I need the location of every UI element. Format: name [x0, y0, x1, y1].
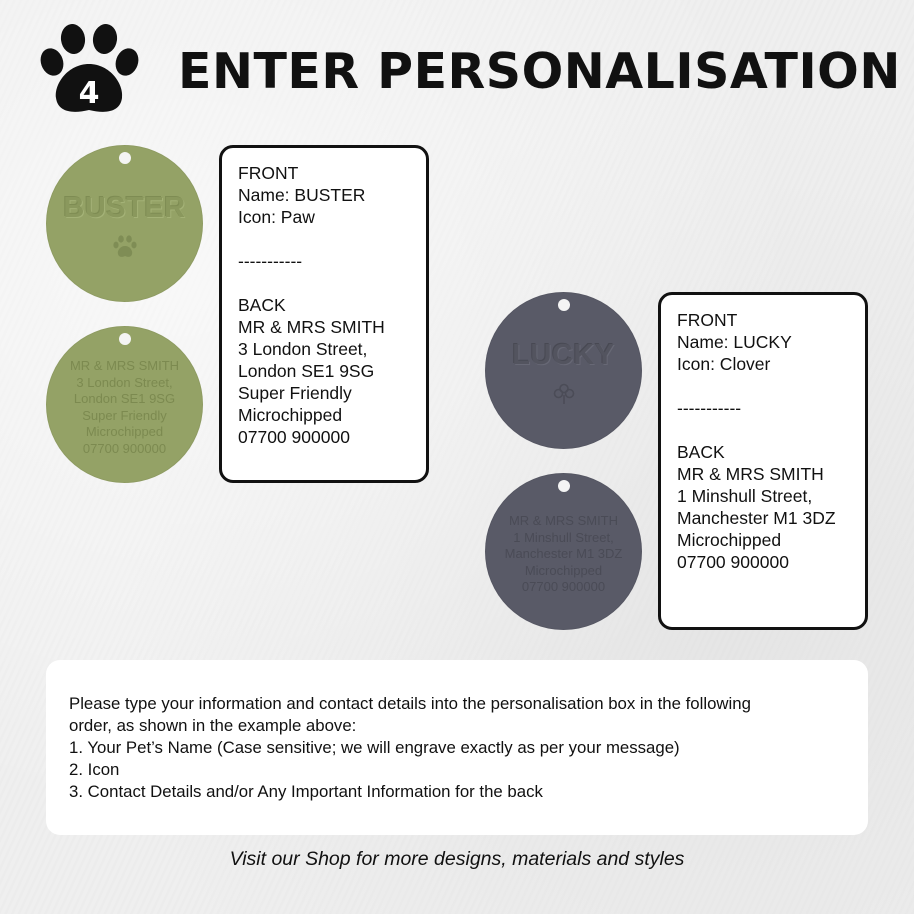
- back-line: 07700 900000: [677, 552, 789, 572]
- tag-engraved-name: BUSTER: [63, 192, 186, 224]
- back-tag-buster: [46, 326, 203, 483]
- instruction-line: 2. Icon: [69, 760, 120, 779]
- back-line: Manchester M1 3DZ: [677, 508, 836, 528]
- tag-hole: [558, 299, 570, 311]
- icon-line: Icon: Paw: [238, 207, 315, 227]
- tag-back-line: Microchipped: [85, 424, 164, 439]
- front-heading: FRONT: [238, 163, 299, 183]
- tag-back-line: London SE1 9SG: [73, 391, 176, 406]
- tag-back-line: Microchipped: [524, 562, 603, 578]
- back-line: London SE1 9SG: [238, 361, 375, 381]
- tag-back-line: 07700 900000: [521, 579, 606, 595]
- tag-engraved-name: LUCKY: [512, 339, 615, 371]
- back-line: 07700 900000: [238, 427, 350, 447]
- front-tag-lucky: [485, 292, 642, 449]
- back-line: Microchipped: [677, 530, 782, 550]
- tag-hole: [119, 333, 131, 345]
- separator: -----------: [677, 398, 742, 418]
- back-heading: BACK: [238, 295, 286, 315]
- example-message-buster: [219, 145, 429, 483]
- back-tag-lucky: [485, 473, 642, 630]
- name-line: Name: LUCKY: [677, 332, 792, 352]
- footer-tagline: Visit our Shop for more designs, materials and styles: [229, 848, 685, 870]
- tag-back-line: 07700 900000: [82, 440, 167, 456]
- instruction-line: 3. Contact Details and/or Any Important Information for the back: [69, 782, 543, 801]
- tag-back-line: 3 London Street,: [76, 374, 173, 390]
- back-line: MR & MRS SMITH: [238, 317, 385, 337]
- back-line: 3 London Street,: [238, 339, 368, 359]
- back-line: MR & MRS SMITH: [677, 464, 824, 484]
- tag-back-line: MR & MRS SMITH: [69, 358, 180, 373]
- front-heading: FRONT: [677, 310, 738, 330]
- front-tag-buster: [46, 145, 203, 302]
- tag-back-line: Super Friendly: [82, 407, 167, 423]
- step-number: 4: [78, 76, 100, 111]
- separator: -----------: [238, 251, 303, 271]
- instructions-panel: [46, 660, 868, 835]
- instruction-line: Please type your information and contact details into the personalisation box in the following: [69, 694, 751, 713]
- back-line: Super Friendly: [238, 383, 352, 403]
- instruction-line: 1. Your Pet’s Name (Case sensitive; we will engrave exactly as per your message): [69, 738, 680, 757]
- name-line: Name: BUSTER: [238, 185, 366, 205]
- back-line: 1 Minshull Street,: [677, 486, 813, 506]
- clover-icon: [552, 382, 576, 410]
- example-message-lucky: [658, 292, 868, 630]
- tag-back-line: 1 Minshull Street,: [513, 529, 614, 545]
- paw-step-icon: [38, 24, 142, 116]
- page-title: ENTER PERSONALISATION: [178, 43, 901, 100]
- paw-icon: [112, 235, 138, 263]
- tag-hole: [119, 152, 131, 164]
- icon-line: Icon: Clover: [677, 354, 771, 374]
- instruction-line: order, as shown in the example above:: [69, 716, 357, 735]
- tag-back-line: Manchester M1 3DZ: [504, 546, 623, 562]
- tag-hole: [558, 480, 570, 492]
- tag-back-line: MR & MRS SMITH: [508, 513, 619, 529]
- back-line: Microchipped: [238, 405, 343, 425]
- back-heading: BACK: [677, 442, 725, 462]
